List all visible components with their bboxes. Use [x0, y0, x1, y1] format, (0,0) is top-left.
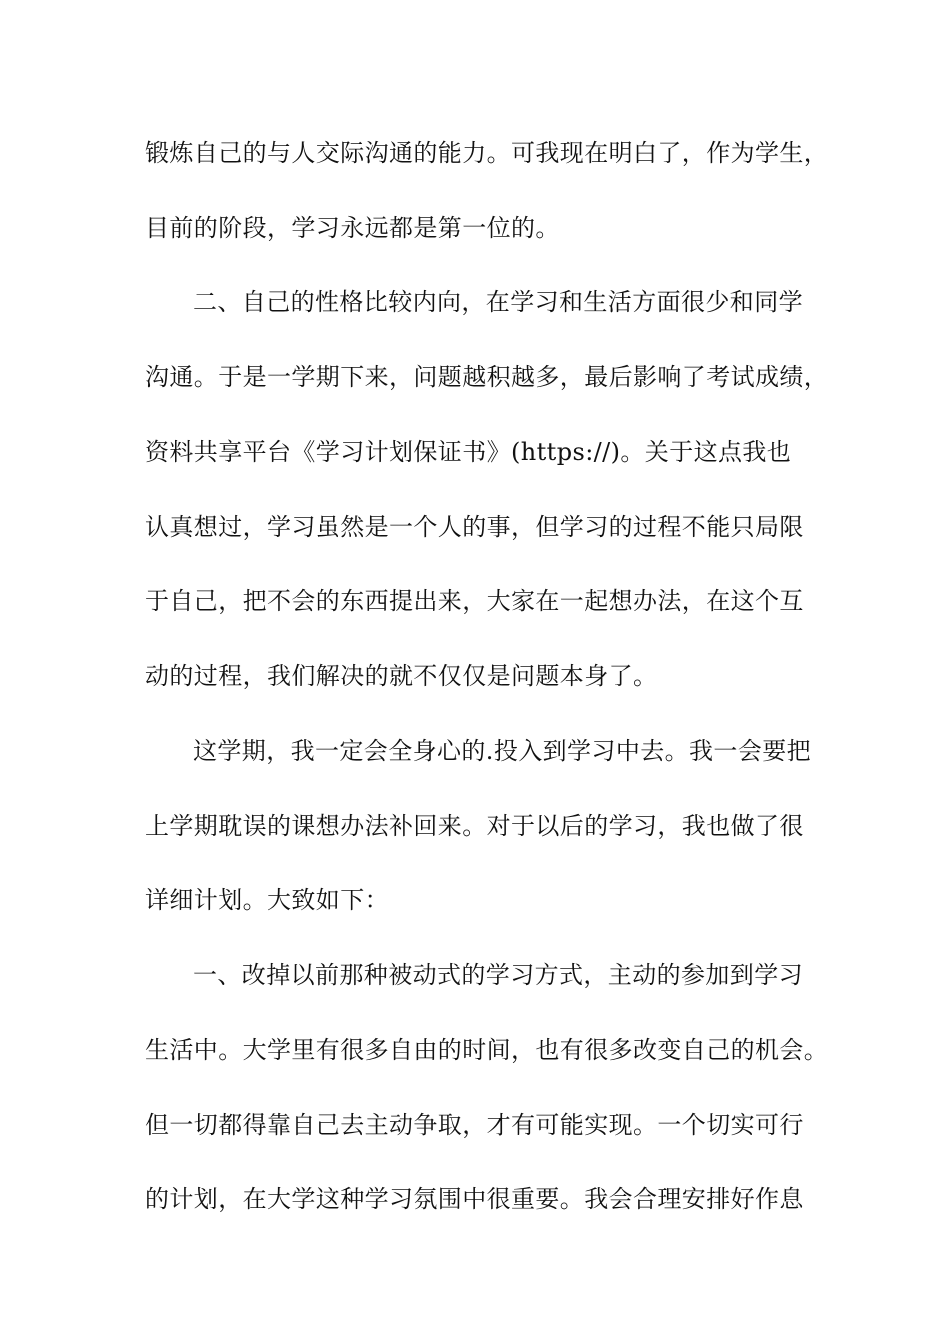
text-line: 但一切都得靠自己去主动争取，才有可能实现。一个切实可行: [145, 1111, 804, 1139]
text-line: 于自己，把不会的东西提出来，大家在一起想办法，在这个互: [145, 587, 804, 615]
paragraph-first-line: 一、改掉以前那种被动式的学习方式，主动的参加到学习: [193, 961, 803, 989]
text-line: 沟通。于是一学期下来，问题越积越多，最后影响了考试成绩，: [145, 363, 829, 391]
text-line: 目前的阶段，学习永远都是第一位的。: [145, 214, 560, 242]
text-line: 锻炼自己的与人交际沟通的能力。可我现在明白了，作为学生，: [145, 139, 829, 167]
text-line: 资料共享平台《学习计划保证书》(https://)。关于这点我也: [145, 438, 792, 466]
paragraph-first-line: 二、自己的性格比较内向，在学习和生活方面很少和同学: [193, 288, 803, 316]
text-line: 生活中。大学里有很多自由的时间，也有很多改变自己的机会。: [145, 1036, 829, 1064]
text-line: 详细计划。大致如下：: [145, 886, 389, 914]
text-line: 认真想过，学习虽然是一个人的事，但学习的过程不能只局限: [145, 513, 804, 541]
text-line: 的计划，在大学这种学习氛围中很重要。我会合理安排好作息: [145, 1185, 804, 1213]
text-line: 动的过程，我们解决的就不仅仅是问题本身了。: [145, 662, 658, 690]
text-line: 上学期耽误的课想办法补回来。对于以后的学习，我也做了很: [145, 812, 804, 840]
paragraph-first-line: 这学期，我一定会全身心的.投入到学习中去。我一会要把: [193, 737, 812, 765]
